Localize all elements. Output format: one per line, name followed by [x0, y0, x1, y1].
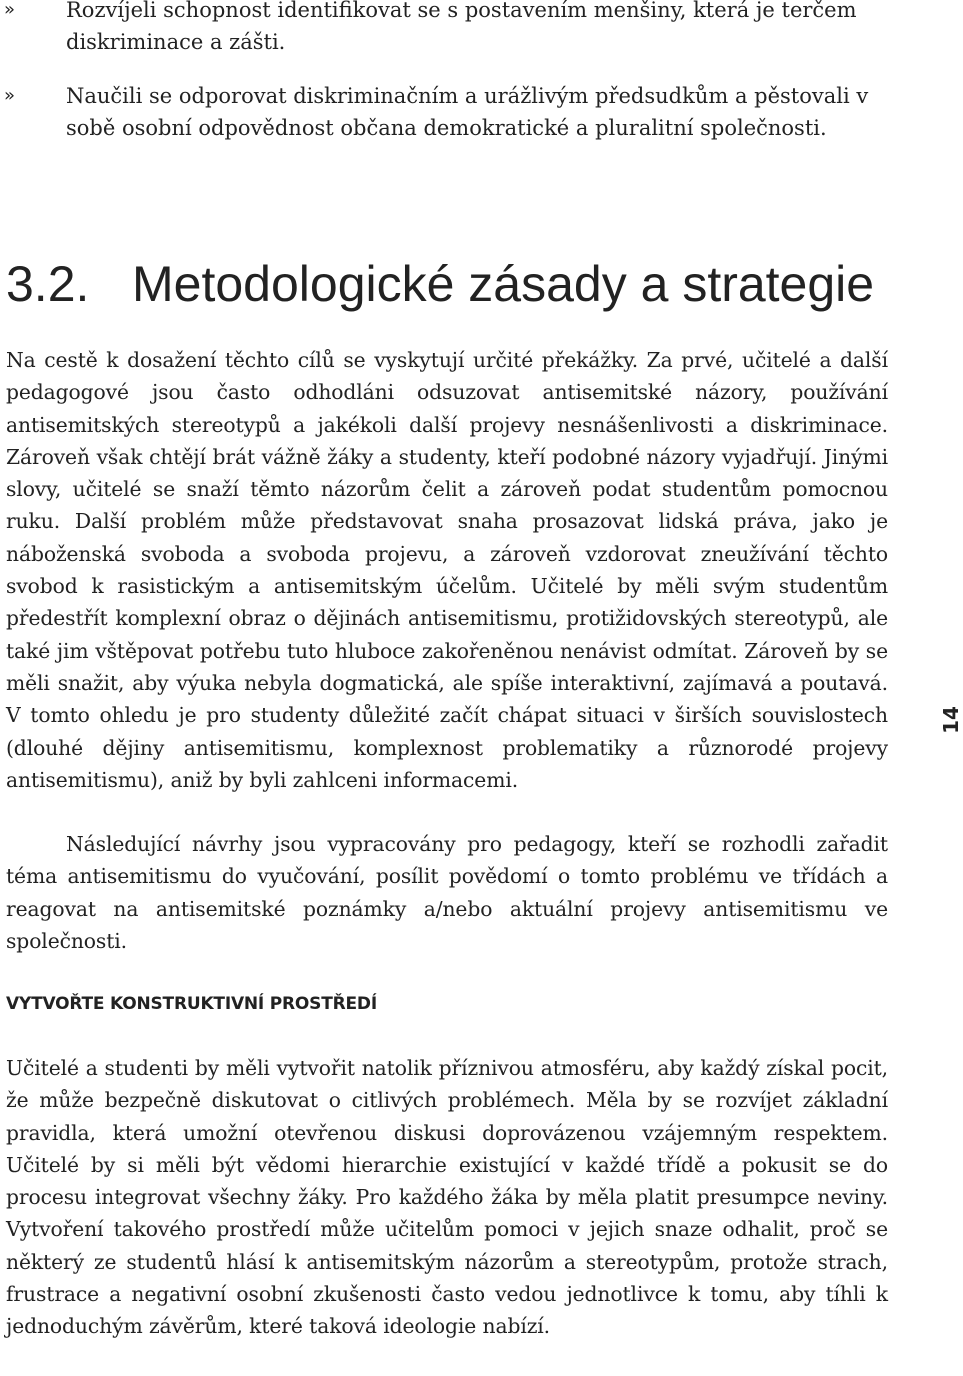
- list-item-text: Rozvíjeli schopnost identifikovat se s postavením menšiny, která je terčem diskriminace a zášti.: [66, 0, 857, 54]
- objectives-list: [0, 0, 900, 166]
- list-item: [0, 80, 900, 144]
- subsection-heading: VYTVOŘTE KONSTRUKTIVNÍ PROSTŘEDÍ: [6, 994, 377, 1014]
- list-item: [0, 0, 900, 58]
- body-paragraph-3: Učitelé a studenti by měli vytvořit natolik příznivou atmosféru, aby každý získal pocit, že může bezpečně diskutovat o citlivých problémech. Měla by se rozvíjet základní pravidla, která umožní otevřenou diskusi doprovázenou vzájemným respektem. Učitelé by si měli být vědomi hierarchie existující v každé třídě a pokusit se do procesu integrovat všechny žáky. Pro každého žáka by měla platit presumpce neviny. Vytvoření takového prostředí může učitelům pomoci v jejich snaze odhalit, proč se některý ze studentů hlásí k antisemitským názorům a stereotypům, protože strach, frustrace a negativní osobní zkušenosti často vedou jednotlivce k tomu, aby tíhli k jednoduchým závěrům, které taková ideologie nabízí.: [6, 1056, 888, 1339]
- list-item-text: Naučili se odporovat diskriminačním a urážlivým předsudkům a pěstovali v sobě osobní odpovědnost občana demokratické a pluralitní společnosti.: [66, 84, 869, 140]
- section-number: 3.2.: [6, 256, 90, 312]
- bullet-marker: »: [4, 85, 16, 106]
- bullet-marker: »: [4, 0, 16, 20]
- page-number: 14: [938, 706, 963, 734]
- section-heading: [6, 252, 874, 316]
- body-paragraph-2: Následující návrhy jsou vypracovány pro pedagogy, kteří se rozhodli zařadit téma antisemitismu do vyučování, posílit povědomí o tomto problému ve třídách a reagovat na antisemitské poznámky a/nebo aktuální projevy antisemitismu ve společnosti.: [6, 832, 888, 953]
- body-paragraph-1: Na cestě k dosažení těchto cílů se vyskytují určité překážky. Za prvé, učitelé a další pedagogové jsou často odhodláni odsuzovat antisemitské názory, používání antisemitských stereotypů a jakékoli další projevy nesnášenlivosti a diskriminace. Zároveň však chtějí brát vážně žáky a studenty, kteří podobné názory vyjadřují. Jinými slovy, učitelé se snaží těmto názorům čelit a zároveň podat studentům pomocnou ruku. Další problém může představovat snaha prosazovat lidská práva, jako je náboženská svoboda a svoboda projevu, a zároveň vzdorovat zneužívání těchto svobod k rasistickým a antisemitským účelům. Učitelé by měli svým studentům předestřít komplexní obraz o dějinách antisemitismu, protižidovských stereotypů, ale také jim vštěpovat potřebu tuto hluboce zakořeněnou nenávist odmítat. Zároveň by se měli snažit, aby výuka nebyla dogmatická, ale spíše interaktivní, zajímavá a poutavá. V tomto ohledu je pro studenty důležité začít chápat situaci v širších souvislostech (dlouhé dějiny antisemitismu, komplexnost problematiky a různorodé projevy antisemitismu), aniž by byli zahlceni informacemi.: [6, 348, 888, 792]
- section-title: Metodologické zásady a strategie: [132, 256, 875, 312]
